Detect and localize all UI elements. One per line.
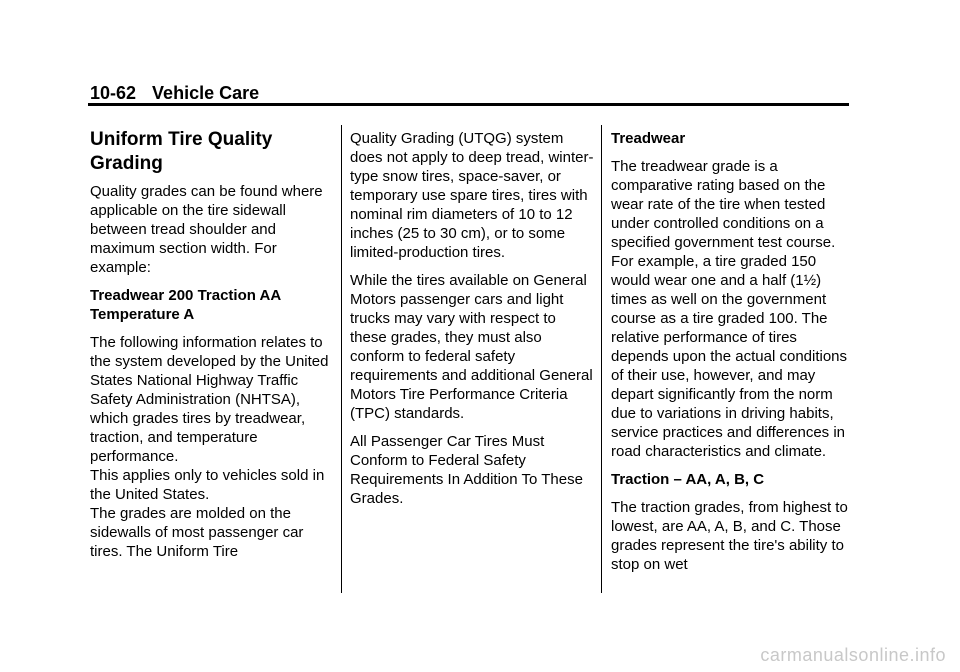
treadwear-heading: Treadwear bbox=[611, 130, 686, 147]
section-title-line-1: Uniform Tire Quality bbox=[90, 129, 273, 150]
column-3 bbox=[611, 129, 856, 583]
gm-tpc-paragraph: While the tires available on General Motors passenger cars and light trucks may vary with respect to these grades, they must also conform to federal safety requirements and additional General Motors Tire Performance Criteria (TPC) standards. bbox=[350, 272, 593, 422]
molded-paragraph: The grades are molded on the sidewalls of most passenger car tires. The Uniform Tire bbox=[90, 505, 304, 560]
column-2 bbox=[350, 129, 595, 517]
column-1 bbox=[90, 128, 335, 561]
grade-example: Treadwear 200 Traction AA Temperature A bbox=[90, 287, 281, 323]
watermark: carmanualsonline.info bbox=[760, 645, 946, 665]
header-rule bbox=[88, 103, 849, 106]
utqg-exclusions-paragraph: Quality Grading (UTQG) system does not apply to deep tread, winter-type snow tires, space-saver, or temporary use spare tires, tires with nominal rim diameters of 10 to 12 inches (25 to 30 cm), or to some limited-production tires. bbox=[350, 130, 594, 261]
chapter-title: Vehicle Care bbox=[152, 83, 260, 103]
traction-paragraph: The traction grades, from highest to lowest, are AA, A, B, and C. Those grades represent the tire's ability to stop on wet bbox=[611, 499, 848, 573]
section-title-line-2: Grading bbox=[90, 153, 163, 174]
nhtsa-paragraph: The following information relates to the system developed by the United States National Highway Traffic Safety Administration (NHTSA), which grades tires by treadwear, traction, and temperature performance. bbox=[90, 334, 329, 465]
page-header bbox=[90, 82, 259, 104]
traction-heading: Traction – AA, A, B, C bbox=[611, 471, 765, 488]
page-number: 10-62 bbox=[90, 83, 137, 103]
us-only-paragraph: This applies only to vehicles sold in the United States. bbox=[90, 467, 325, 503]
column-divider-2 bbox=[601, 125, 602, 593]
section-title bbox=[90, 128, 335, 176]
treadwear-paragraph: The treadwear grade is a comparative rating based on the wear rate of the tire when tested under controlled conditions on a specified government test course. For example, a tire graded 150 would wear one and a half (1½) times as well on the government course as a tire graded 100. The relative performance of tires depends upon the actual conditions of their use, however, and may depart significantly from the norm due to variations in driving habits, service practices and differences in road characteristics and climate. bbox=[611, 158, 848, 460]
intro-paragraph: Quality grades can be found where applicable on the tire sidewall between tread shoulder and maximum section width. For example: bbox=[90, 183, 323, 276]
column-divider-1 bbox=[341, 125, 342, 593]
federal-requirements-paragraph: All Passenger Car Tires Must Conform to Federal Safety Requirements In Addition To These Grades. bbox=[350, 433, 583, 507]
